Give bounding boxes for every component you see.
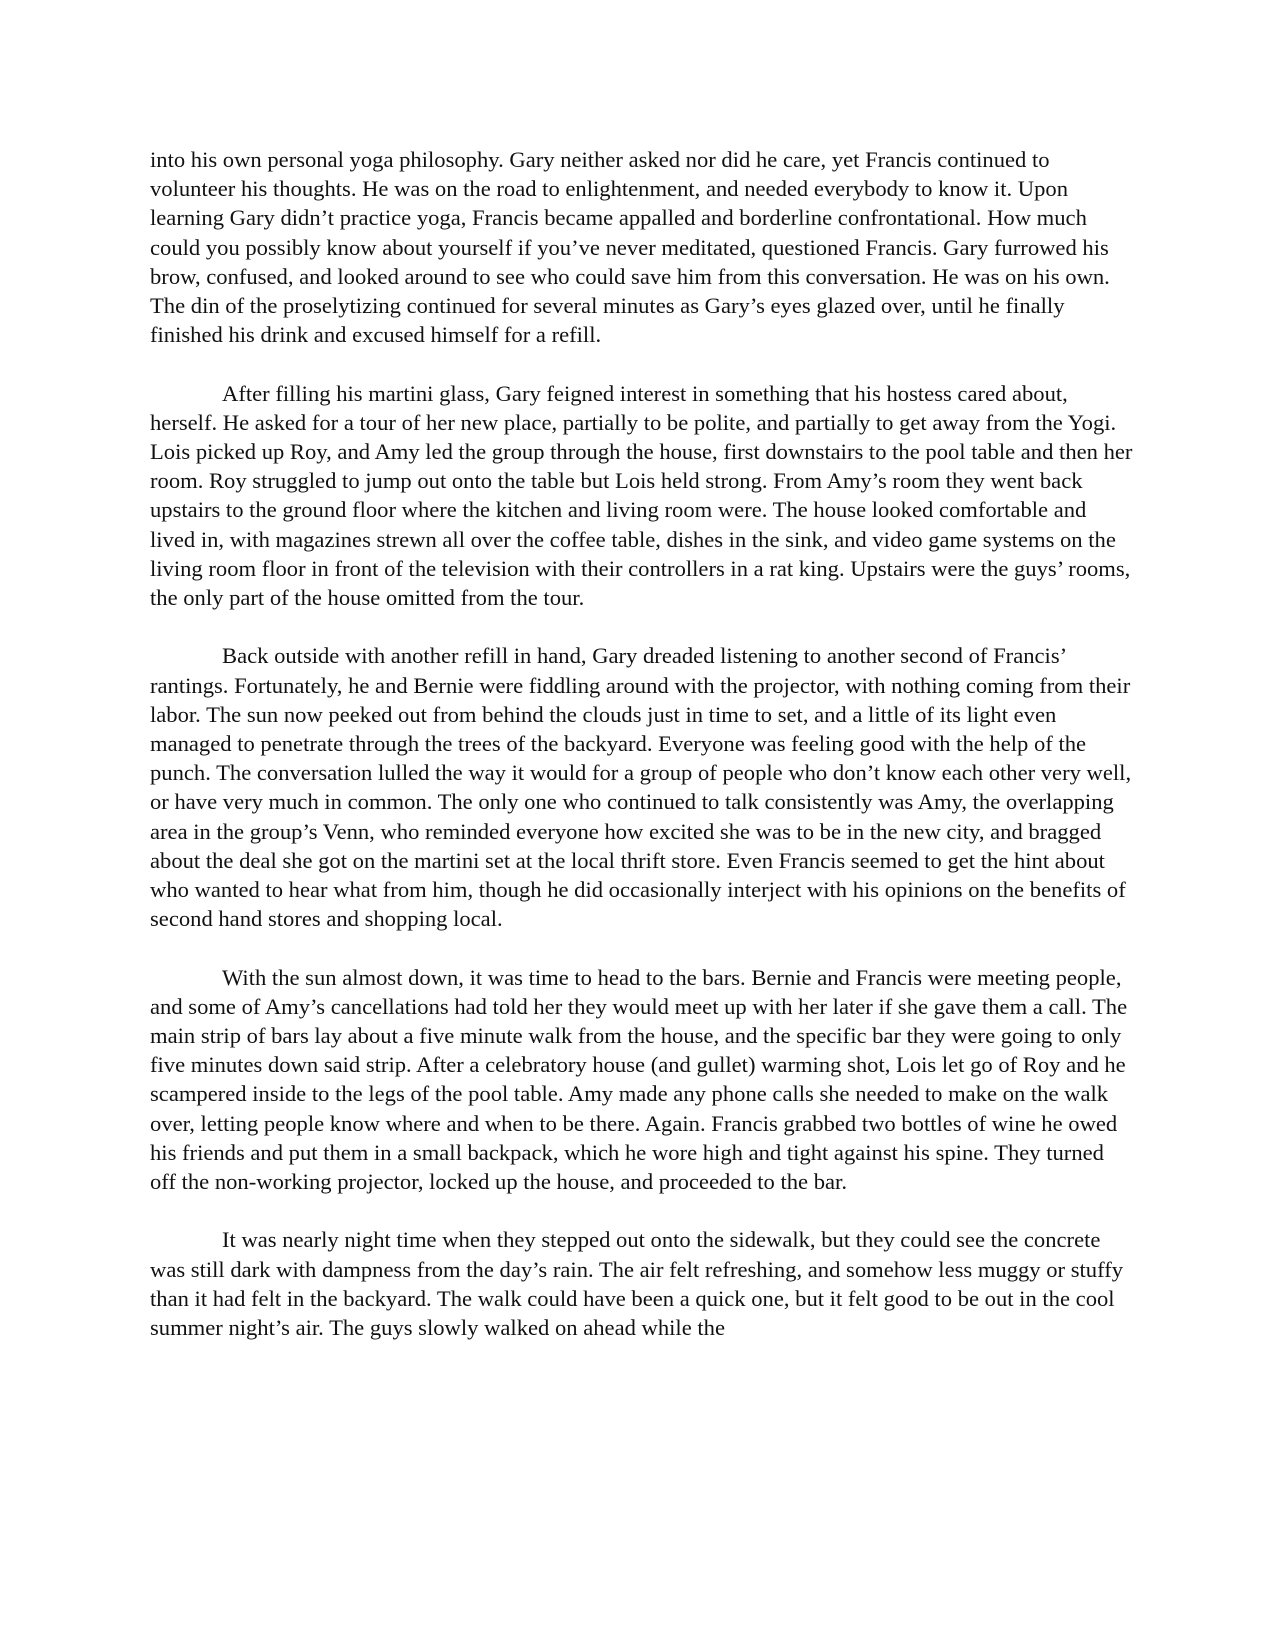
document-page (150, 145, 1135, 1342)
paragraph-1: into his own personal yoga philosophy. Gary neither asked nor did he care, yet Francis continued to volunteer his thoughts. He was on the road to enlightenment, and needed everybody to know it. Upon learning Gary didn’t practice yoga, Francis became appalled and borderline confrontational. How much could you possibly know about yourself if you’ve never meditated, questioned Francis. Gary furrowed his brow, confused, and looked around to see who could save him from this conversation. He was on his own. The din of the proselytizing continued for several minutes as Gary’s eyes glazed over, until he finally finished his drink and excused himself for a refill. (150, 147, 1110, 348)
paragraph-5: It was nearly night time when they stepped out onto the sidewalk, but they could see the concrete was still dark with dampness from the day’s rain. The air felt refreshing, and somehow less muggy or stuffy than it had felt in the backyard. The walk could have been a quick one, but it felt good to be out in the cool summer night’s air. The guys slowly walked on ahead while the (150, 1227, 1124, 1341)
paragraph-2: After filling his martini glass, Gary feigned interest in something that his hostess cared about, herself. He asked for a tour of her new place, partially to be polite, and partially to get away from the Yogi. Lois picked up Roy, and Amy led the group through the house, first downstairs to the pool table and then her room. Roy struggled to jump out onto the table but Lois held strong. From Amy’s room they went back upstairs to the ground floor where the kitchen and living room were. The house looked comfortable and lived in, with magazines strewn all over the coffee table, dishes in the sink, and video game systems on the living room floor in front of the television with their controllers in a rat king. Upstairs were the guys’ rooms, the only part of the house omitted from the tour. (150, 380, 1133, 611)
paragraph-4: With the sun almost down, it was time to head to the bars. Bernie and Francis were meeting people, and some of Amy’s cancellations had told her they would meet up with her later if she gave them a call. The main strip of bars lay about a five minute walk from the house, and the specific bar they were going to only five minutes down said strip. After a celebratory house (and gullet) warming shot, Lois let go of Roy and he scampered inside to the legs of the pool table. Amy made any phone calls she needed to make on the walk over, letting people know where and when to be there. Again. Francis grabbed two bottles of wine he owed his friends and put them in a small backpack, which he wore high and tight against his spine. They turned off the non-working projector, locked up the house, and proceeded to the bar. (150, 964, 1128, 1195)
paragraph-3: Back outside with another refill in hand, Gary dreaded listening to another second of Francis’ rantings. Fortunately, he and Bernie were fiddling around with the projector, with nothing coming from their labor. The sun now peeked out from behind the clouds just in time to set, and a little of its light even managed to penetrate through the trees of the backyard. Everyone was feeling good with the help of the punch. The conversation lulled the way it would for a group of people who don’t know each other very well, or have very much in common. The only one who continued to talk consistently was Amy, the overlapping area in the group’s Venn, who reminded everyone how excited she was to be in the new city, and bragged about the deal she got on the martini set at the local thrift store. Even Francis seemed to get the hint about who wanted to hear what from him, though he did occasionally interject with his opinions on the benefits of second hand stores and shopping local. (150, 643, 1132, 932)
